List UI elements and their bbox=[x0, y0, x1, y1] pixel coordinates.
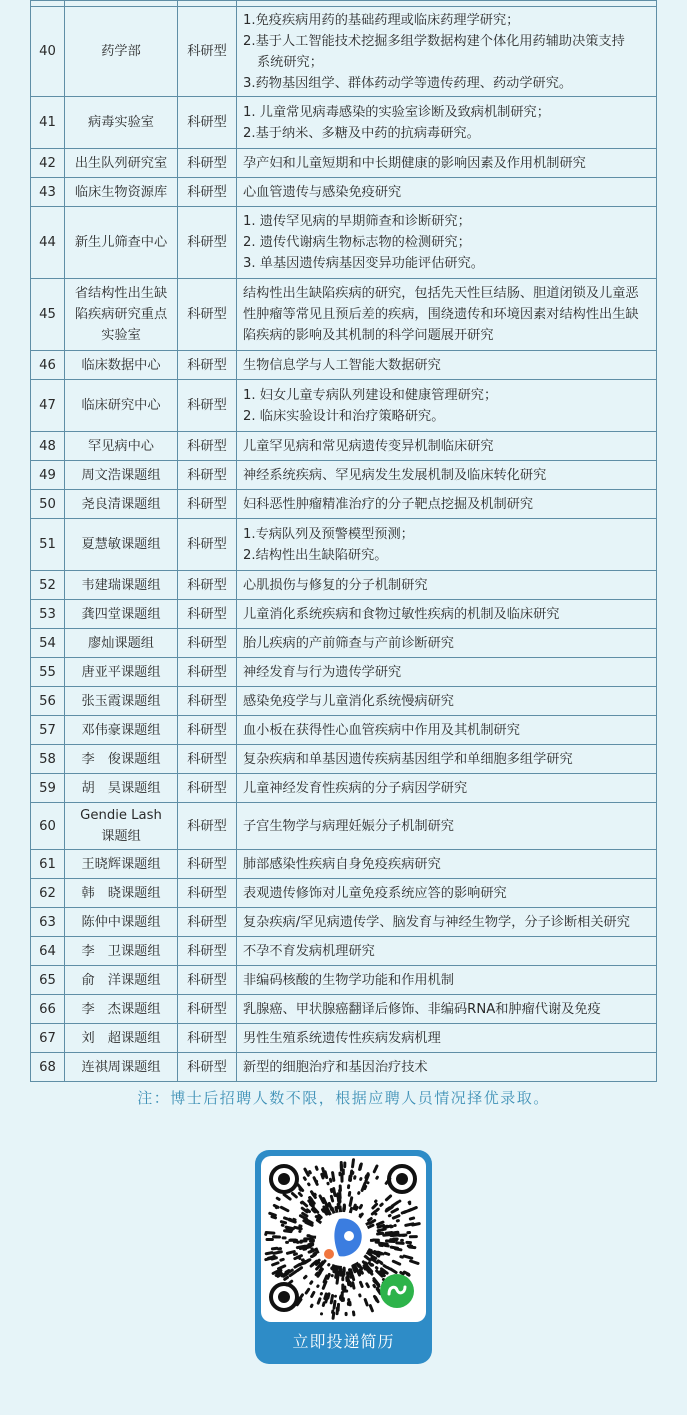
mini-program-icon bbox=[380, 1274, 414, 1308]
research-direction-line: 胎儿疾病的产前筛查与产前诊断研究 bbox=[243, 635, 454, 651]
research-direction-line: 3. 单基因遗传病基因变异功能评估研究。 bbox=[243, 256, 484, 271]
row-number: 68 bbox=[31, 1053, 65, 1082]
position-type: 科研型 bbox=[178, 1024, 237, 1053]
row-number: 54 bbox=[31, 629, 65, 658]
position-type: 科研型 bbox=[178, 803, 237, 850]
research-direction-cell bbox=[237, 380, 657, 432]
row-number: 49 bbox=[31, 461, 65, 490]
research-direction-line: 乳腺癌、甲状腺癌翻译后修饰、非编码RNA和肿瘤代谢及免疫 bbox=[243, 1001, 601, 1017]
department-name: 廖灿课题组 bbox=[88, 635, 154, 651]
research-direction-line: 心肌损伤与修复的分子机制研究 bbox=[243, 577, 428, 593]
department-name: 俞 洋课题组 bbox=[81, 972, 161, 988]
department-cell bbox=[65, 207, 178, 279]
research-direction-line: 结构性出生缺陷疾病的研究，包括先天性巨结肠、胆道闭锁及儿童恶 bbox=[243, 286, 639, 301]
table-row bbox=[31, 97, 657, 149]
department-name: 周文浩课题组 bbox=[81, 467, 161, 483]
department-name: 陷疾病研究重点 bbox=[74, 307, 168, 322]
position-type: 科研型 bbox=[178, 461, 237, 490]
department-cell bbox=[65, 97, 178, 149]
research-direction-line: 性肿瘤等常见且预后差的疾病，围绕遗传和环境因素对结构性出生缺 bbox=[243, 307, 639, 322]
qr-code-graphic bbox=[261, 1156, 426, 1322]
department-name: Gendie Lash bbox=[80, 808, 162, 823]
table-row bbox=[31, 995, 657, 1024]
research-direction-cell bbox=[237, 432, 657, 461]
research-direction-cell bbox=[237, 519, 657, 571]
research-direction-line: 生物信息学与人工智能大数据研究 bbox=[243, 357, 441, 373]
row-number: 42 bbox=[31, 149, 65, 178]
research-direction-cell bbox=[237, 687, 657, 716]
submit-resume-button[interactable]: 立即投递简历 bbox=[292, 1332, 395, 1351]
department-name: 龚四堂课题组 bbox=[81, 606, 161, 622]
research-direction-line: 3.药物基因组学、群体药动学等遗传药理、药动学研究。 bbox=[243, 75, 573, 91]
row-number: 60 bbox=[31, 803, 65, 850]
table-row bbox=[31, 1024, 657, 1053]
department-cell bbox=[65, 966, 178, 995]
table-row bbox=[31, 380, 657, 432]
position-type: 科研型 bbox=[178, 658, 237, 687]
department-name: 唐亚平课题组 bbox=[81, 664, 161, 680]
department-cell bbox=[65, 380, 178, 432]
position-type: 科研型 bbox=[178, 995, 237, 1024]
row-number: 63 bbox=[31, 908, 65, 937]
department-name: 邓伟豪课题组 bbox=[81, 722, 161, 738]
department-name: 连祺周课题组 bbox=[81, 1059, 161, 1075]
research-direction-cell bbox=[237, 279, 657, 351]
department-name: 药学部 bbox=[101, 44, 141, 59]
research-direction-cell bbox=[237, 571, 657, 600]
department-cell bbox=[65, 519, 178, 571]
research-direction-cell bbox=[237, 850, 657, 879]
research-direction-line: 1. 儿童常见病毒感染的实验室诊断及致病机制研究； bbox=[243, 104, 550, 120]
research-direction-cell bbox=[237, 745, 657, 774]
department-name: 出生队列研究室 bbox=[74, 155, 168, 171]
position-type: 科研型 bbox=[178, 432, 237, 461]
department-name: 课题组 bbox=[101, 829, 141, 844]
department-cell bbox=[65, 803, 178, 850]
department-name: 病毒实验室 bbox=[88, 115, 154, 130]
department-cell bbox=[65, 937, 178, 966]
research-direction-line: 感染免疫学与儿童消化系统慢病研究 bbox=[243, 693, 454, 709]
research-direction-cell bbox=[237, 600, 657, 629]
department-cell bbox=[65, 571, 178, 600]
department-name: 胡 昊课题组 bbox=[81, 780, 161, 796]
research-direction-line: 儿童罕见病和常见病遗传变异机制临床研究 bbox=[243, 438, 494, 454]
row-number: 41 bbox=[31, 97, 65, 149]
research-direction-cell bbox=[237, 7, 657, 97]
research-direction-cell bbox=[237, 178, 657, 207]
table-row bbox=[31, 207, 657, 279]
row-number: 44 bbox=[31, 207, 65, 279]
department-cell bbox=[65, 178, 178, 207]
table-row bbox=[31, 351, 657, 380]
research-direction-cell bbox=[237, 149, 657, 178]
department-name: 实验室 bbox=[101, 328, 141, 343]
department-cell bbox=[65, 490, 178, 519]
research-direction-line: 2.结构性出生缺陷研究。 bbox=[243, 547, 388, 563]
row-number: 65 bbox=[31, 966, 65, 995]
department-cell bbox=[65, 995, 178, 1024]
research-direction-cell bbox=[237, 716, 657, 745]
resume-qr-card[interactable] bbox=[255, 1150, 432, 1364]
position-type: 科研型 bbox=[178, 850, 237, 879]
position-type: 科研型 bbox=[178, 7, 237, 97]
research-direction-line: 妇科恶性肿瘤精准治疗的分子靶点挖掘及机制研究 bbox=[243, 496, 534, 512]
table-row bbox=[31, 687, 657, 716]
research-direction-line: 心血管遗传与感染免疫研究 bbox=[243, 184, 402, 200]
research-direction-line: 神经系统疾病、罕见病发生发展机制及临床转化研究 bbox=[243, 467, 547, 483]
research-direction-cell bbox=[237, 937, 657, 966]
position-table bbox=[30, 0, 657, 1082]
row-number: 56 bbox=[31, 687, 65, 716]
research-direction-cell bbox=[237, 207, 657, 279]
department-name: 陈仲中课题组 bbox=[81, 914, 161, 930]
position-type: 科研型 bbox=[178, 908, 237, 937]
research-direction-line: 子宫生物学与病理妊娠分子机制研究 bbox=[243, 818, 454, 834]
research-direction-line: 系统研究； bbox=[257, 54, 323, 70]
table-row bbox=[31, 279, 657, 351]
research-direction-line: 儿童消化系统疾病和食物过敏性疾病的机制及临床研究 bbox=[243, 606, 560, 622]
position-type: 科研型 bbox=[178, 879, 237, 908]
table-row bbox=[31, 937, 657, 966]
department-cell bbox=[65, 600, 178, 629]
department-name: 李 俊课题组 bbox=[81, 751, 161, 767]
row-number: 57 bbox=[31, 716, 65, 745]
row-number: 52 bbox=[31, 571, 65, 600]
research-direction-line: 儿童神经发育性疾病的分子病因学研究 bbox=[243, 780, 468, 796]
position-type: 科研型 bbox=[178, 207, 237, 279]
research-direction-line: 2. 遗传代谢病生物标志物的检测研究； bbox=[243, 235, 471, 250]
department-name: 李 卫课题组 bbox=[81, 943, 161, 959]
row-number: 45 bbox=[31, 279, 65, 351]
table-row bbox=[31, 571, 657, 600]
research-direction-cell bbox=[237, 351, 657, 380]
research-direction-line: 1. 遗传罕见病的早期筛查和诊断研究； bbox=[243, 214, 471, 229]
row-number: 46 bbox=[31, 351, 65, 380]
department-cell bbox=[65, 149, 178, 178]
position-type: 科研型 bbox=[178, 687, 237, 716]
department-cell bbox=[65, 461, 178, 490]
row-number: 51 bbox=[31, 519, 65, 571]
row-number: 67 bbox=[31, 1024, 65, 1053]
position-type: 科研型 bbox=[178, 1053, 237, 1082]
department-cell bbox=[65, 774, 178, 803]
position-type: 科研型 bbox=[178, 351, 237, 380]
research-direction-line: 孕产妇和儿童短期和中长期健康的影响因素及作用机制研究 bbox=[243, 155, 586, 171]
department-cell bbox=[65, 658, 178, 687]
research-direction-line: 肺部感染性疾病自身免疫疾病研究 bbox=[243, 856, 441, 872]
table-row bbox=[31, 908, 657, 937]
research-direction-cell bbox=[237, 995, 657, 1024]
research-direction-line: 血小板在获得性心血管疾病中作用及其机制研究 bbox=[243, 722, 520, 738]
research-direction-cell bbox=[237, 1053, 657, 1082]
research-direction-cell bbox=[237, 629, 657, 658]
research-direction-line: 1.专病队列及预警模型预测； bbox=[243, 526, 414, 542]
department-name: 临床数据中心 bbox=[81, 357, 161, 373]
research-direction-line: 1. 妇女儿童专病队列建设和健康管理研究； bbox=[243, 387, 498, 403]
department-cell bbox=[65, 879, 178, 908]
department-name: 夏慧敏课题组 bbox=[81, 537, 161, 552]
row-number: 50 bbox=[31, 490, 65, 519]
research-direction-line: 复杂疾病和单基因遗传疾病基因组学和单细胞多组学研究 bbox=[243, 751, 573, 767]
department-cell bbox=[65, 432, 178, 461]
department-cell bbox=[65, 351, 178, 380]
department-cell bbox=[65, 629, 178, 658]
department-name: 刘 超课题组 bbox=[81, 1030, 161, 1046]
research-direction-cell bbox=[237, 1024, 657, 1053]
row-number: 61 bbox=[31, 850, 65, 879]
research-direction-line: 复杂疾病/罕见病遗传学、脑发育与神经生物学，分子诊断相关研究 bbox=[243, 914, 630, 930]
position-table-body bbox=[31, 1, 657, 1082]
department-cell bbox=[65, 908, 178, 937]
row-number: 62 bbox=[31, 879, 65, 908]
position-type: 科研型 bbox=[178, 937, 237, 966]
department-name: 韦建瑞课题组 bbox=[81, 577, 161, 593]
table-row bbox=[31, 1053, 657, 1082]
position-type: 科研型 bbox=[178, 716, 237, 745]
research-direction-line: 表观遗传修饰对儿童免疫系统应答的影响研究 bbox=[243, 885, 507, 901]
department-cell bbox=[65, 687, 178, 716]
row-number: 43 bbox=[31, 178, 65, 207]
position-type: 科研型 bbox=[178, 149, 237, 178]
position-type: 科研型 bbox=[178, 97, 237, 149]
table-row bbox=[31, 7, 657, 97]
row-number: 47 bbox=[31, 380, 65, 432]
row-number: 64 bbox=[31, 937, 65, 966]
research-direction-line: 陷疾病的影响及其机制的科学问题展开研究 bbox=[243, 328, 494, 343]
research-direction-line: 神经发育与行为遗传学研究 bbox=[243, 664, 402, 680]
research-direction-line: 非编码核酸的生物学功能和作用机制 bbox=[243, 972, 454, 988]
research-direction-line: 不孕不育发病机理研究 bbox=[243, 943, 375, 959]
research-direction-line: 2.基于纳米、多糖及中药的抗病毒研究。 bbox=[243, 125, 480, 141]
position-type: 科研型 bbox=[178, 745, 237, 774]
recruitment-note: 注：博士后招聘人数不限，根据应聘人员情况择优录取。 bbox=[137, 1089, 550, 1107]
table-row bbox=[31, 490, 657, 519]
position-type: 科研型 bbox=[178, 519, 237, 571]
department-cell bbox=[65, 279, 178, 351]
table-row bbox=[31, 519, 657, 571]
row-number: 48 bbox=[31, 432, 65, 461]
position-type: 科研型 bbox=[178, 600, 237, 629]
department-name: 李 杰课题组 bbox=[81, 1001, 161, 1017]
table-row bbox=[31, 850, 657, 879]
department-cell bbox=[65, 7, 178, 97]
department-name: 张玉霞课题组 bbox=[81, 693, 161, 709]
table-row bbox=[31, 803, 657, 850]
table-row bbox=[31, 178, 657, 207]
position-type: 科研型 bbox=[178, 380, 237, 432]
department-name: 临床生物资源库 bbox=[74, 184, 168, 200]
position-type: 科研型 bbox=[178, 571, 237, 600]
research-direction-cell bbox=[237, 461, 657, 490]
position-type: 科研型 bbox=[178, 490, 237, 519]
research-direction-cell bbox=[237, 774, 657, 803]
department-name: 韩 晓课题组 bbox=[81, 885, 161, 901]
row-number: 59 bbox=[31, 774, 65, 803]
department-cell bbox=[65, 1024, 178, 1053]
row-number: 40 bbox=[31, 7, 65, 97]
research-direction-cell bbox=[237, 97, 657, 149]
department-cell bbox=[65, 1053, 178, 1082]
research-direction-line: 1.免疫疾病用药的基础药理或临床药理学研究； bbox=[243, 12, 520, 28]
table-row bbox=[31, 600, 657, 629]
research-direction-cell bbox=[237, 908, 657, 937]
research-direction-line: 新型的细胞治疗和基因治疗技术 bbox=[243, 1059, 428, 1075]
table-row bbox=[31, 461, 657, 490]
position-type: 科研型 bbox=[178, 279, 237, 351]
research-direction-cell bbox=[237, 658, 657, 687]
table-row bbox=[31, 774, 657, 803]
table-row bbox=[31, 745, 657, 774]
department-name: 新生儿筛查中心 bbox=[74, 235, 168, 250]
table-row bbox=[31, 966, 657, 995]
row-number: 58 bbox=[31, 745, 65, 774]
table-row bbox=[31, 879, 657, 908]
research-direction-cell bbox=[237, 803, 657, 850]
position-type: 科研型 bbox=[178, 774, 237, 803]
table-row bbox=[31, 716, 657, 745]
department-cell bbox=[65, 716, 178, 745]
research-direction-cell bbox=[237, 490, 657, 519]
row-number: 53 bbox=[31, 600, 65, 629]
position-type: 科研型 bbox=[178, 629, 237, 658]
department-cell bbox=[65, 850, 178, 879]
table-row bbox=[31, 432, 657, 461]
row-number: 55 bbox=[31, 658, 65, 687]
table-row bbox=[31, 658, 657, 687]
row-number: 66 bbox=[31, 995, 65, 1024]
research-direction-line: 男性生殖系统遗传性疾病发病机理 bbox=[243, 1030, 441, 1046]
research-direction-line: 2. 临床实验设计和治疗策略研究。 bbox=[243, 408, 445, 424]
position-type: 科研型 bbox=[178, 966, 237, 995]
table-row bbox=[31, 629, 657, 658]
research-direction-cell bbox=[237, 879, 657, 908]
table-row bbox=[31, 149, 657, 178]
position-type: 科研型 bbox=[178, 178, 237, 207]
department-cell bbox=[65, 745, 178, 774]
department-name: 尧良清课题组 bbox=[81, 496, 161, 512]
research-direction-line: 2.基于人工智能技术挖掘多组学数据构建个体化用药辅助决策支持 bbox=[243, 33, 625, 49]
qr-code-icon[interactable] bbox=[261, 1156, 426, 1322]
research-direction-cell bbox=[237, 966, 657, 995]
department-name: 王晓辉课题组 bbox=[81, 856, 161, 872]
department-name: 临床研究中心 bbox=[81, 398, 161, 413]
department-name: 省结构性出生缺 bbox=[74, 286, 168, 301]
department-name: 罕见病中心 bbox=[88, 438, 154, 454]
